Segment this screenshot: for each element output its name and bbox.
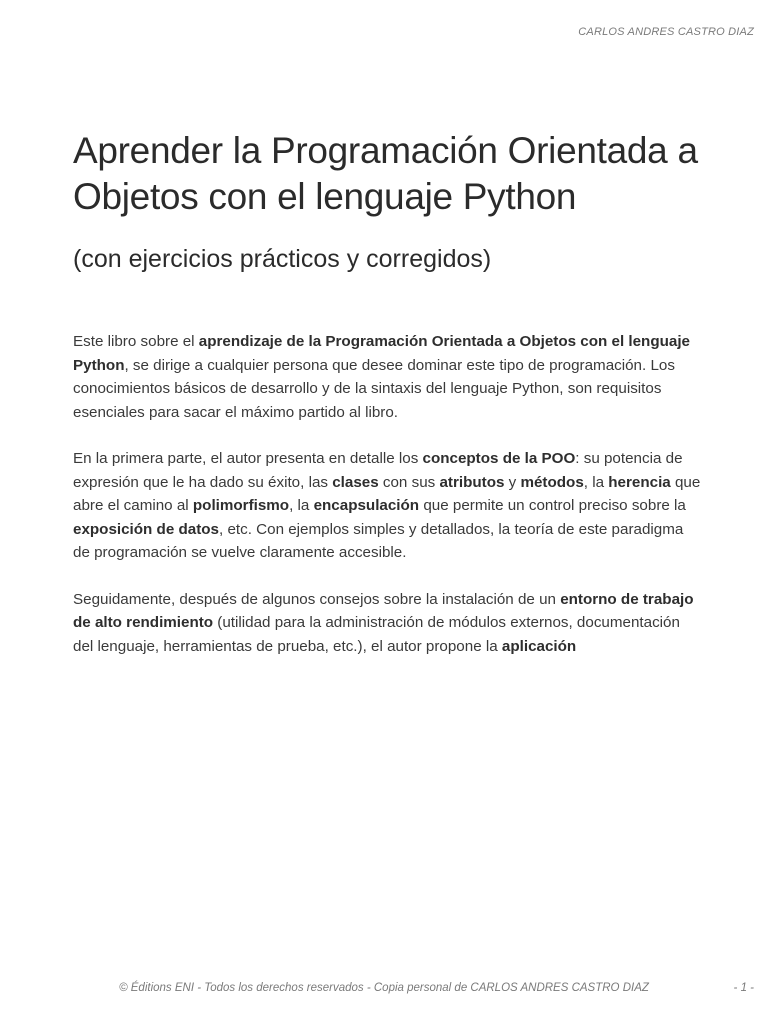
- bold-term: atributos: [439, 473, 505, 491]
- book-subtitle: (con ejercicios prácticos y corregidos): [73, 245, 492, 273]
- bold-term: entorno de trabajo de alto rendimiento: [73, 590, 694, 631]
- text-run: , la: [289, 497, 314, 514]
- bold-term: herencia: [608, 473, 671, 491]
- book-title: Aprender la Programación Orientada a Objetos con el lenguaje Python: [73, 130, 698, 217]
- running-header-owner: CARLOS ANDRES CASTRO DIAZ: [578, 26, 754, 38]
- bold-term: aplicación: [501, 637, 577, 655]
- text-run: : su potencia de expresión que le ha dado su éxito, las: [73, 450, 683, 491]
- text-run: , etc. Con ejemplos simples y detallados, la teoría de este paradigma de programación se vuelve claramente accesible.: [73, 520, 684, 561]
- footer-copyright: © Éditions ENI - Todos los derechos reservados - Copia personal de CARLOS ANDRES CASTRO DIAZ: [119, 982, 649, 994]
- body-paragraph: [73, 588, 703, 659]
- text-run: y: [504, 473, 521, 491]
- body-paragraph: [73, 447, 703, 565]
- bold-term: aprendizaje de la Programación Orientada a Objetos con el lenguaje Python: [73, 333, 690, 374]
- text-run: que abre el camino al: [73, 473, 701, 514]
- bold-term: conceptos de la POO: [422, 450, 576, 467]
- text-run: Este libro sobre el: [73, 333, 199, 350]
- page-content: [73, 128, 703, 681]
- body-paragraph: [73, 330, 703, 424]
- text-run: con sus: [378, 473, 440, 491]
- text-run: Seguidamente, después de algunos consejos sobre la instalación de un: [73, 590, 561, 608]
- bold-term: exposición de datos: [73, 520, 220, 538]
- text-run: (utilidad para la administración de módulos externos, documentación del lenguaje, herramientas de prueba, etc.), el autor propone la: [73, 614, 680, 655]
- text-run: En la primera parte, el autor presenta en detalle los: [73, 450, 423, 467]
- text-run: , se dirige a cualquier persona que desee dominar este tipo de programación. Los conocimientos básicos de desarrollo y de la sintaxis del lenguaje Python, son requisitos esenciales para sacar el máximo partido al libro.: [73, 356, 675, 421]
- bold-term: polimorfismo: [192, 497, 290, 514]
- page-number: - 1 -: [733, 982, 754, 994]
- bold-term: encapsulación: [313, 497, 420, 514]
- text-run: que permite un control preciso sobre la: [419, 497, 686, 514]
- bold-term: clases: [332, 473, 379, 491]
- text-run: , la: [583, 473, 609, 491]
- bold-term: métodos: [520, 473, 584, 491]
- description-body: [73, 330, 703, 658]
